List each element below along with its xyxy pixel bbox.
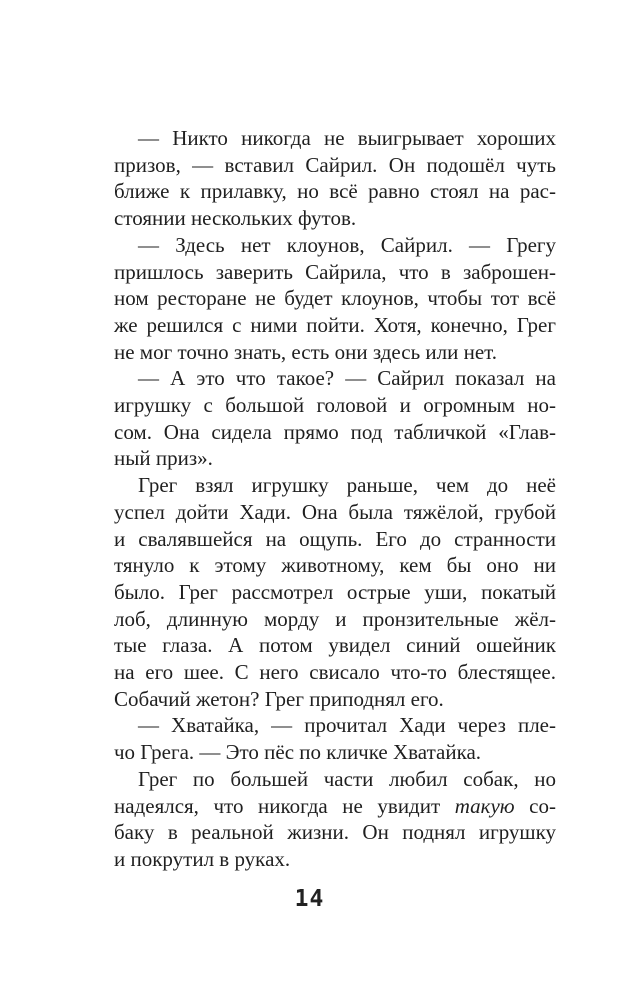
text-line: тянуло к этому животному, кем бы оно ни: [114, 553, 556, 578]
text-line: Грег взял игрушку раньше, чем до неё: [138, 473, 556, 498]
text-line: тые глаза. А потом увидел синий ошейник: [114, 633, 556, 658]
text-line: надеялся, что никогда не увидит такую со-: [114, 793, 556, 818]
text-line: было. Грег рассмотрел острые уши, покатый: [114, 579, 556, 604]
text-line: успел дойти Хади. Она была тяжёлой, грубой: [114, 499, 556, 524]
text-line: лоб, длинную морду и пронзительные жёл-: [114, 606, 556, 631]
text-line: — Хватайка, — прочитал Хади через пле-: [138, 713, 556, 738]
text-line: — Никто никогда не выигрывает хороших: [138, 126, 556, 150]
text-line: баку в реальной жизни. Он поднял игрушку: [114, 820, 556, 845]
text-line: стоянии нескольких футов.: [114, 206, 357, 231]
text-line: и свалявшейся на ощупь. Его до странности: [114, 526, 556, 551]
text-line: чо Грега. — Это пёс по кличке Хватайка.: [114, 740, 482, 765]
text-line: ный приз».: [114, 446, 213, 471]
text-line: — А это что такое? — Сайрил показал на: [138, 366, 556, 391]
text-line: пришлось заверить Сайрила, что в заброшен-: [114, 259, 556, 284]
italic-text: такую: [454, 793, 515, 818]
text-line: Собачий жетон? Грег приподнял его.: [114, 686, 444, 711]
text-line: Грег по большей части любил собак, но: [138, 766, 556, 791]
text-line: ближе к прилавку, но всё равно стоял на рас-: [114, 179, 556, 204]
text-line: на его шее. С него свисало что-то блестящее.: [114, 660, 556, 685]
text-line: — Здесь нет клоунов, Сайрил. — Грегу: [138, 232, 556, 257]
text-line: ном ресторане не будет клоунов, чтобы тот всё: [114, 286, 556, 311]
text-line: не мог точно знать, есть они здесь или нет.: [114, 339, 498, 364]
text-line: призов, — вставил Сайрил. Он подошёл чуть: [114, 152, 556, 177]
page-text: [114, 125, 556, 873]
text-line: и покрутил в руках.: [114, 846, 291, 871]
text-line: игрушку с большой головой и огромным но-: [114, 393, 556, 418]
text-line: сом. Она сидела прямо под табличкой «Глав-: [114, 419, 556, 444]
text-line: же решился с ними пойти. Хотя, конечно, Грег: [114, 312, 556, 337]
page-number: 14: [294, 886, 325, 912]
